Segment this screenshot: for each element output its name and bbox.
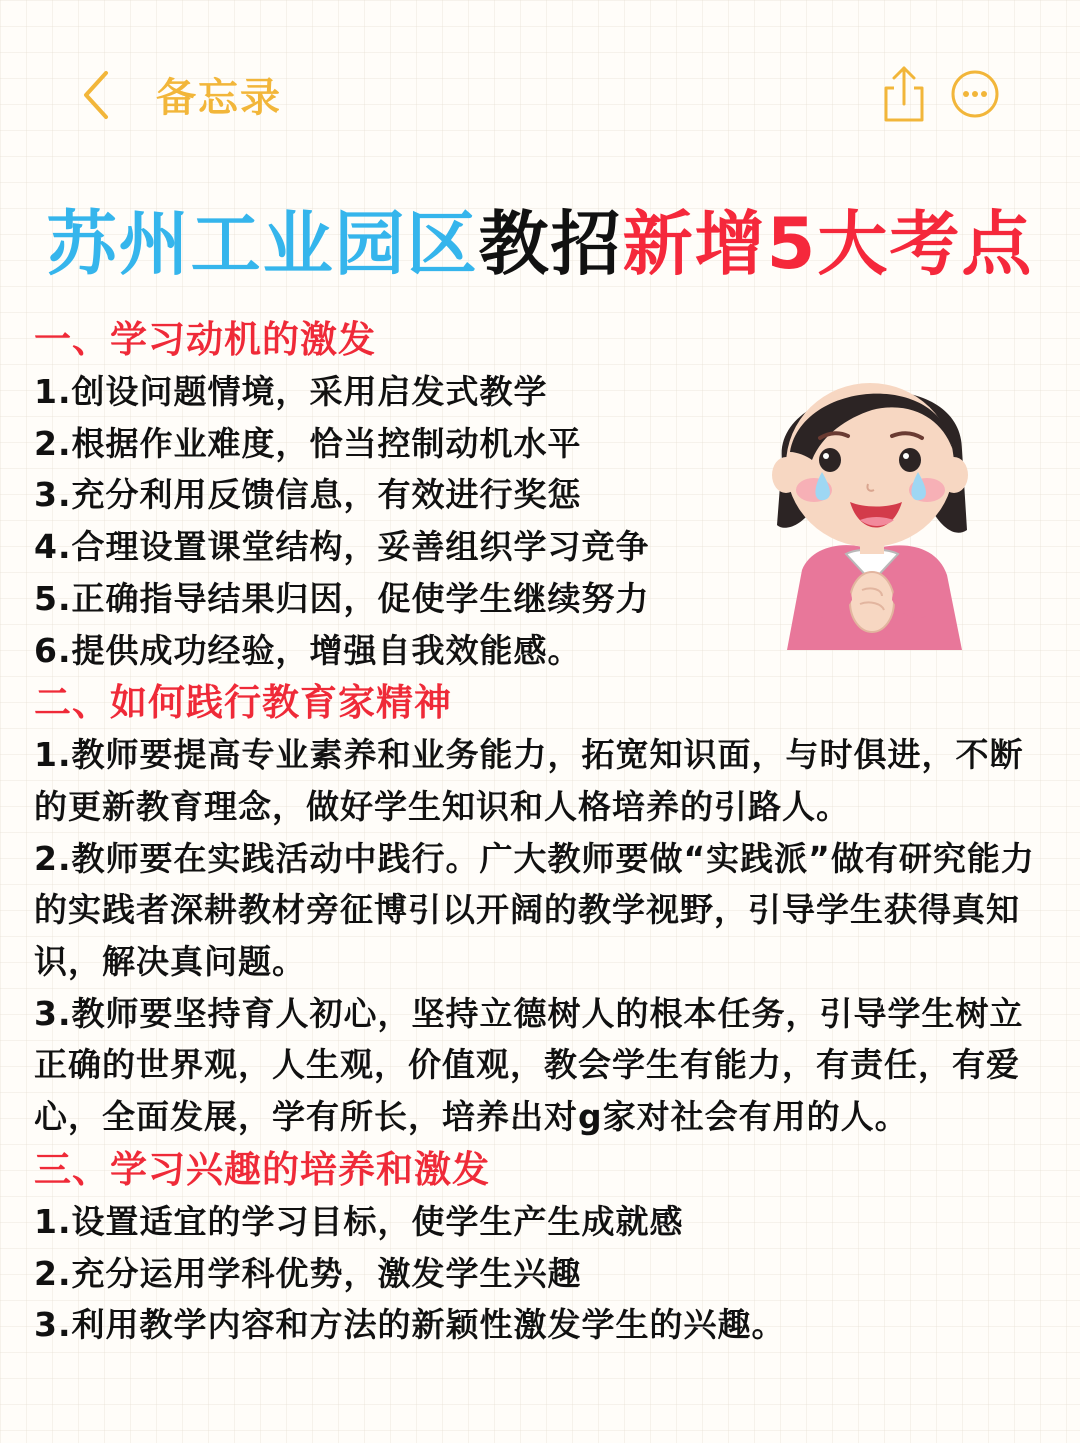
nav-title[interactable]: 备忘录 — [156, 75, 282, 121]
section-heading: 二、如何践行教育家精神 — [34, 681, 452, 725]
list-item: 2.教师要在实践活动中践行。广大教师要做“实践派”做有研究能力的实践者深耕教材旁征博引以开阔的教学视野，引导学生获得真知识，解决真问题。 — [34, 838, 1035, 982]
list-item: 3.教师要坚持育人初心，坚持立德树人的根本任务，引导学生树立正确的世界观，人生观，价值观，教会学生有能力，有责任，有爱心，全面发展，学有所长，培养出对g家对社会有用的人。 — [34, 993, 1024, 1137]
list-item: 1.教师要提高专业素养和业务能力，拓宽知识面，与时俱进，不断的更新教育理念，做好学生知识和人格培养的引路人。 — [34, 735, 1024, 826]
list-item: 3.充分利用反馈信息，有效进行奖惩 — [34, 475, 582, 515]
more-button[interactable] — [950, 69, 1000, 119]
share-button[interactable] — [880, 64, 928, 124]
list-item: 1.创设问题情境，采用启发式教学 — [34, 372, 548, 411]
list-item: 4.合理设置课堂结构，妥善组织学习竞争 — [34, 527, 650, 567]
back-button[interactable] — [78, 65, 138, 125]
list-item: 2.根据作业难度，恰当控制动机水平 — [34, 423, 582, 463]
page-title — [0, 188, 1080, 289]
title-part-1: 苏州工业园区 — [46, 203, 479, 285]
title-part-2: 教招 — [478, 203, 623, 285]
list-item: 5.正确指导结果归因，促使学生继续努力 — [34, 578, 650, 618]
list-item: 3.利用教学内容和方法的新颖性激发学生的兴趣。 — [34, 1305, 786, 1345]
more-icon — [950, 69, 1000, 119]
list-item: 6.提供成功经验，增强自我效能感。 — [34, 630, 582, 670]
nav-bar — [0, 0, 1080, 180]
share-icon — [880, 64, 928, 124]
list-item: 1.设置适宜的学习目标，使学生产生成就感 — [34, 1201, 684, 1241]
note-content — [34, 313, 1046, 1351]
chevron-left-icon — [78, 65, 138, 125]
section-1 — [34, 313, 1046, 676]
section-3 — [34, 1143, 1046, 1351]
section-2 — [34, 676, 1046, 1143]
section-heading: 三、学习兴趣的培养和激发 — [34, 1147, 490, 1191]
list-item: 2.充分运用学科优势，激发学生兴趣 — [34, 1253, 582, 1293]
section-heading: 一、学习动机的激发 — [34, 318, 376, 361]
title-part-3: 新增5大考点 — [622, 203, 1034, 285]
